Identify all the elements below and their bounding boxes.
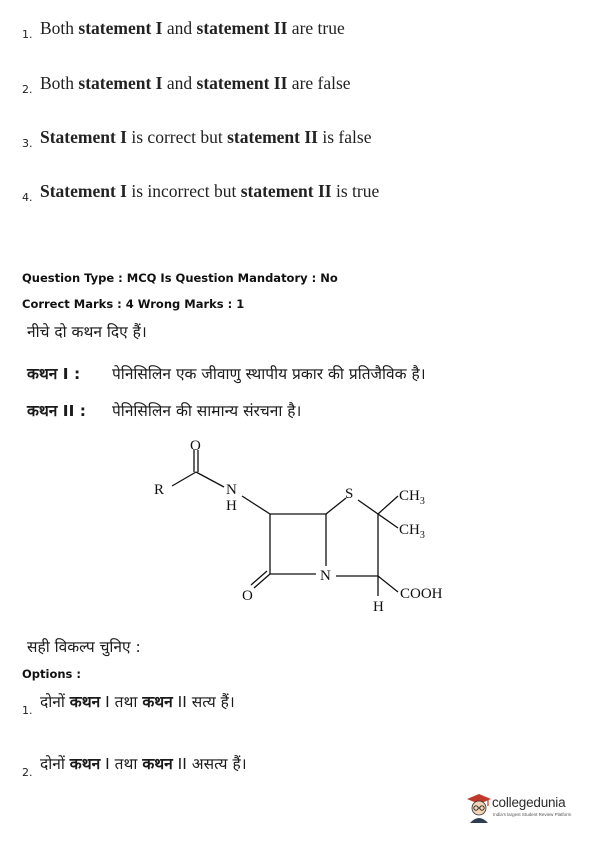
r-c-bond <box>172 472 196 486</box>
option-text: Statement I is correct but statement II is false <box>40 127 372 147</box>
question-intro: नीचे दो कथन दिए हैं। <box>27 323 147 341</box>
option-text: Statement I is incorrect but statement II is true <box>40 181 380 201</box>
option-text: दोनों कथन I तथा कथन II सत्य हैं। <box>40 693 235 711</box>
option-text: Both statement I and statement II are false <box>40 73 351 93</box>
option-number: 2. <box>22 766 33 779</box>
n-ring-bond <box>242 496 270 514</box>
s-c-bond <box>358 500 378 514</box>
methyl-1: $CH_3$ <box>399 488 425 507</box>
collegedunia-logo[interactable] <box>466 792 586 826</box>
penicillin-structure-diagram <box>150 432 470 622</box>
question-type-line: Question Type : MCQ Is Question Mandatory : No <box>22 271 338 285</box>
methyl-2: $CH_3$ <box>399 522 425 541</box>
options-label: Options : <box>22 667 81 681</box>
choose-instruction: सही विकल्प चुनिए : <box>27 638 141 656</box>
option-number: 1. <box>22 704 33 717</box>
cooh-group: COOH <box>400 586 443 602</box>
option-number: 3. <box>22 137 33 150</box>
atom-s: S <box>345 486 354 502</box>
atom-h-amide: H <box>226 498 237 514</box>
c-n-bond <box>196 472 224 487</box>
statement-2-text: पेनिसिलिन की सामान्य संरचना है। <box>112 402 302 420</box>
methyl-bond <box>378 496 398 514</box>
atom-r: R <box>154 482 165 498</box>
logo-tagline: India's largest Student Review Platform <box>493 812 572 817</box>
statement-1-label: कथन I : <box>27 365 81 383</box>
atom-n-ring: N <box>320 568 331 584</box>
logo-wordmark: collegedunia <box>492 795 566 810</box>
c-s-bond <box>326 498 346 514</box>
statement-2-label: कथन II : <box>27 402 86 420</box>
atom-o-top: O <box>190 438 201 454</box>
marks-line: Correct Marks : 4 Wrong Marks : 1 <box>22 297 245 311</box>
atom-o-ring: O <box>242 588 253 604</box>
option-number: 4. <box>22 191 33 204</box>
statement-1-text: पेनिसिलिन एक जीवाणु स्थापीय प्रकार की प्रतिजैविक है। <box>112 365 426 383</box>
option-number: 1. <box>22 28 33 41</box>
atom-h-bottom: H <box>373 599 384 615</box>
methyl-bond <box>378 514 398 528</box>
option-text: दोनों कथन I तथा कथन II असत्य हैं। <box>40 755 247 773</box>
graduate-avatar-icon <box>466 792 492 824</box>
option-text: Both statement I and statement II are true <box>40 18 345 38</box>
atom-n: N <box>226 482 237 498</box>
cooh-bond <box>378 576 398 592</box>
option-number: 2. <box>22 83 33 96</box>
